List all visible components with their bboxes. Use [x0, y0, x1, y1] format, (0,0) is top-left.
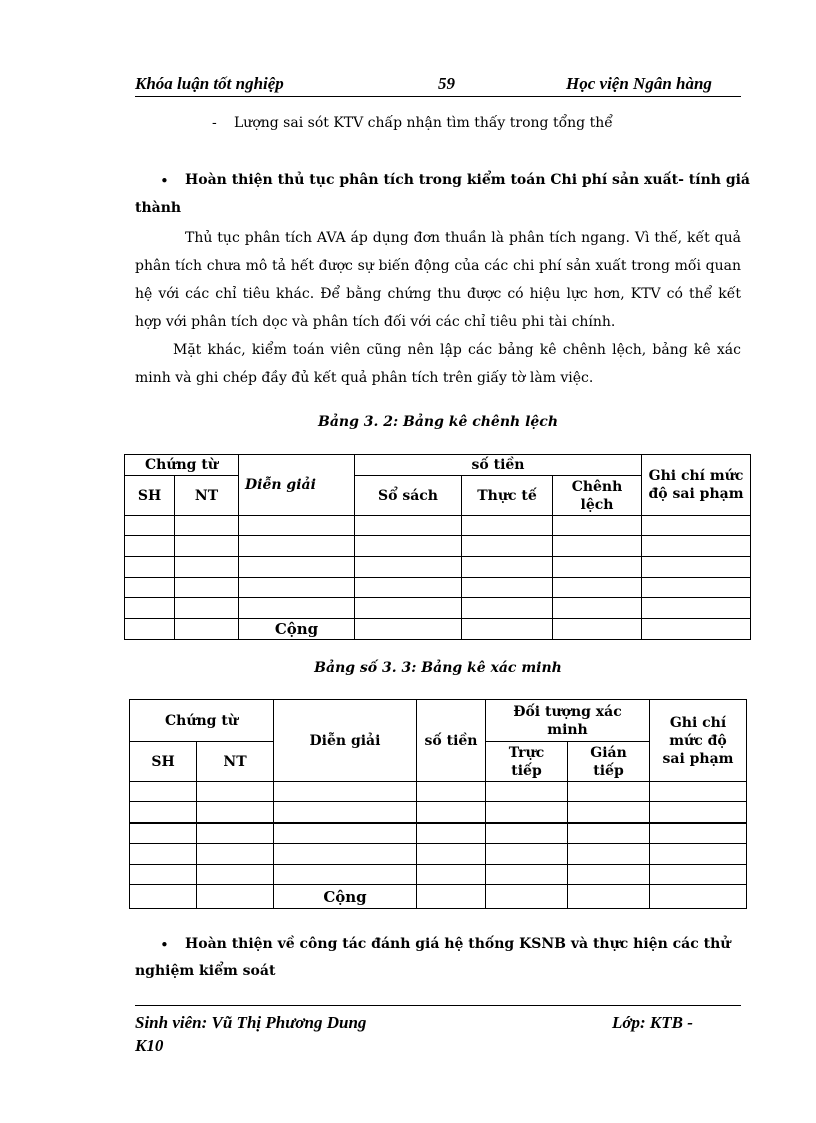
- header-sh: SH: [125, 476, 175, 516]
- header-rule: [135, 96, 741, 97]
- table-row-total: [125, 619, 751, 640]
- table-row: [125, 557, 751, 578]
- bullet1-heading-line1: Hoàn thiện thủ tục phân tích trong kiểm toán Chi phí sản xuất- tính giá: [185, 172, 750, 188]
- table-row: [125, 516, 751, 536]
- header-doi-tuong-xac-minh: Đối tượng xác minh: [486, 700, 650, 742]
- table-row: [130, 844, 747, 865]
- table-row-total: [130, 885, 747, 909]
- dash-marker: -: [212, 115, 217, 131]
- bullet2-heading-line1: Hoàn thiện về công tác đánh giá hệ thống KSNB và thực hiện các thử: [185, 936, 731, 952]
- table-row: [125, 598, 751, 619]
- table-row: [130, 823, 747, 844]
- table-bang-ke-chenh-lech: [124, 454, 751, 640]
- header-chung-tu: Chứng từ: [125, 455, 239, 476]
- header-truc-tiep: Trực tiếp: [486, 742, 568, 782]
- header-thuc-te: Thực tế: [462, 476, 553, 516]
- footer-student: Sinh viên: Vũ Thị Phương Dung: [135, 1013, 367, 1032]
- paragraph-2: Mặt khác, kiểm toán viên cũng nên lập các bảng kê chênh lệch, bảng kê xác minh và ghi chép đầy đủ kết quả phân tích trên giấy tờ làm việc.: [135, 342, 741, 386]
- bullet-icon: •: [160, 936, 169, 954]
- header-left: Khóa luận tốt nghiệp: [135, 74, 284, 93]
- footer-class-continued: K10: [135, 1036, 164, 1055]
- header-so-tien: số tiền: [417, 700, 486, 782]
- total-label: Cộng: [274, 885, 417, 909]
- dash-item-text: Lượng sai sót KTV chấp nhận tìm thấy trong tổng thể: [234, 115, 613, 131]
- paragraph-1: Thủ tục phân tích AVA áp dụng đơn thuần là phân tích ngang. Vì thế, kết quả phân tích chưa mô tả hết được sự biến động của các chi phí sản xuất trong mối quan hệ với các chỉ tiêu khác. Để bằng chứng thu được có hiệu lực hơn, KTV có thể kết hợp với phân tích dọc và phân tích đối với các chỉ tiêu phi tài chính.: [135, 230, 741, 330]
- header-chenh-lech: Chênh lệch: [553, 476, 642, 516]
- header-nt: NT: [175, 476, 239, 516]
- header-so-tien: số tiền: [355, 455, 642, 476]
- total-label: Cộng: [239, 619, 355, 640]
- bullet-icon: •: [160, 172, 169, 190]
- footer-rule: [135, 1005, 741, 1006]
- header-nt: NT: [197, 742, 274, 782]
- bullet1-heading-line2: thành: [135, 200, 182, 216]
- footer-class: Lớp: KTB -: [612, 1013, 693, 1032]
- table-row: [125, 578, 751, 598]
- bullet2-heading-line2: nghiệm kiểm soát: [135, 963, 276, 979]
- table-row: [130, 865, 747, 885]
- table1-caption: Bảng 3. 2: Bảng kê chênh lệch: [317, 414, 559, 430]
- header-gian-tiep: Gián tiếp: [568, 742, 650, 782]
- table-row: [130, 782, 747, 802]
- table-row: [130, 802, 747, 823]
- header-right: Học viện Ngân hàng: [566, 74, 712, 93]
- header-dien-giai: Diễn giải: [239, 455, 355, 516]
- header-ghi-chi: Ghi chí mức độ sai phạm: [650, 700, 747, 782]
- header-sh: SH: [130, 742, 197, 782]
- table2-caption: Bảng số 3. 3: Bảng kê xác minh: [314, 660, 562, 676]
- table-bang-ke-xac-minh: [129, 699, 747, 909]
- header-chung-tu: Chứng từ: [130, 700, 274, 742]
- header-dien-giai: Diễn giải: [274, 700, 417, 782]
- page-number: 59: [438, 74, 455, 93]
- header-so-sach: Sổ sách: [355, 476, 462, 516]
- table-row: [125, 536, 751, 557]
- header-ghi-chi: Ghi chí mức độ sai phạm: [642, 455, 751, 516]
